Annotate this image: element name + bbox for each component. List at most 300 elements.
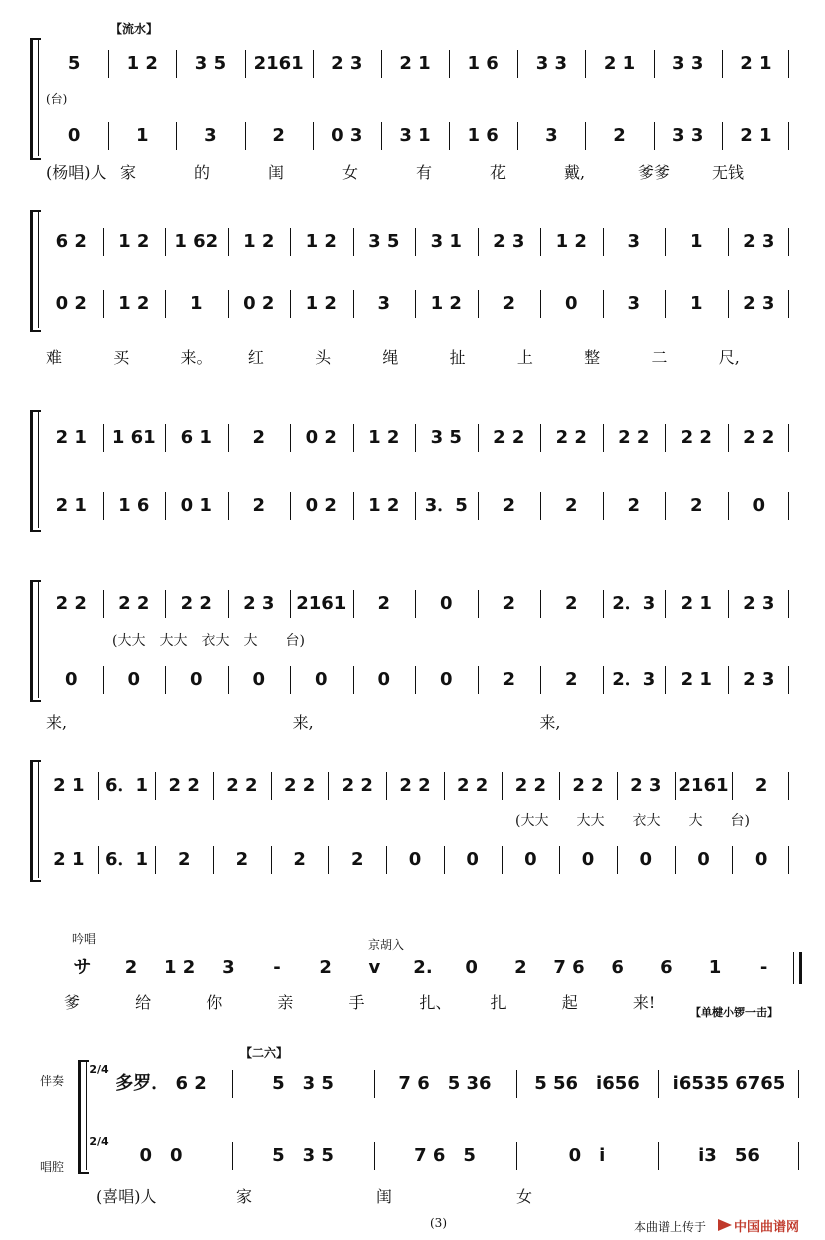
barline: [232, 1070, 233, 1098]
free-note: 2.: [413, 957, 433, 978]
measure: 2: [272, 125, 285, 146]
barline: [603, 666, 604, 694]
measure: 多罗． 6 2: [115, 1073, 207, 1094]
barline: [353, 228, 354, 256]
measure: 2: [502, 593, 516, 614]
measure: 2: [564, 495, 578, 516]
measure: 2161: [253, 53, 304, 74]
barline: [290, 492, 291, 520]
barline: [540, 590, 541, 618]
free-line-lyrics: [58, 990, 798, 1012]
barline: [103, 228, 104, 256]
barline: [98, 772, 99, 800]
free-note: 2: [124, 957, 138, 978]
barline: [665, 590, 666, 618]
lyric-syllable: 给: [135, 993, 152, 1012]
measure: 2: [252, 427, 266, 448]
measure: 2161: [296, 593, 347, 614]
measure: 0: [697, 849, 710, 870]
measure: 2 2: [457, 775, 489, 796]
lyric-syllable: 亲: [277, 993, 294, 1012]
barline: [165, 492, 166, 520]
barline: [665, 424, 666, 452]
measure: 0 3: [331, 125, 363, 146]
barline: [108, 50, 109, 78]
bottom-staff: [40, 660, 810, 700]
system-3: [0, 410, 825, 540]
barline: [728, 590, 729, 618]
measure: 3: [627, 293, 641, 314]
measure: 3 1: [430, 231, 462, 252]
measure: 1 2: [126, 53, 158, 74]
jinghu-label: 京胡入: [368, 938, 405, 952]
barline: [290, 590, 291, 618]
measure: 0: [314, 669, 328, 690]
barline: [478, 590, 479, 618]
system-bracket-inner: [38, 410, 39, 528]
barline: [603, 492, 604, 520]
barline: [232, 1142, 233, 1170]
measure: 2 2: [618, 427, 650, 448]
measure: i3 56: [698, 1145, 760, 1166]
measure: 2 2: [180, 593, 212, 614]
barline: [559, 772, 560, 800]
measure: 1: [689, 231, 703, 252]
barline: [540, 666, 541, 694]
lyric-syllable: 二: [651, 348, 668, 367]
measure: 0: [67, 125, 81, 146]
system-bracket-inner: [86, 1060, 87, 1170]
barline: [603, 590, 604, 618]
lyric-syllable: 无钱: [712, 163, 745, 182]
barline: [228, 666, 229, 694]
measure: 2 1: [399, 53, 431, 74]
measure: 0: [377, 669, 391, 690]
measure: 2 2: [680, 427, 712, 448]
measure: 2 2: [572, 775, 604, 796]
measure: 1: [689, 293, 703, 314]
measure: 3: [627, 231, 641, 252]
barline: [328, 846, 329, 874]
bottom-staff: [40, 284, 810, 324]
barline: [155, 846, 156, 874]
measure: 2 2: [555, 427, 587, 448]
barline: [788, 492, 789, 520]
lyric-syllable: 闺: [376, 1187, 393, 1206]
barline: [728, 492, 729, 520]
measure: 2 1: [740, 125, 772, 146]
barline: [728, 424, 729, 452]
barline: [228, 424, 229, 452]
lyric-syllable: 闺: [268, 163, 285, 182]
final-barline-thick: [799, 952, 802, 984]
system-bracket-inner: [38, 38, 39, 156]
system-1: [0, 38, 825, 178]
barline: [290, 424, 291, 452]
top-staff: [40, 766, 810, 806]
system-bracket-inner: [38, 580, 39, 698]
barline: [516, 1142, 517, 1170]
percussion-note: 【单楗小锣一击】: [690, 1006, 778, 1019]
barline: [732, 846, 733, 874]
measure: 2: [502, 669, 516, 690]
measure: 0: [524, 849, 537, 870]
barline: [502, 772, 503, 800]
barline: [374, 1142, 375, 1170]
measure: 2: [564, 669, 578, 690]
measure: 0 2: [305, 427, 337, 448]
measure: 5 3 5: [272, 1073, 334, 1094]
lyric-syllable: 来,: [46, 713, 68, 732]
measure: 2: [377, 593, 391, 614]
lyric-syllable: (喜唱)人: [96, 1187, 157, 1206]
lyric-syllable: 买: [113, 348, 130, 367]
barline: [213, 772, 214, 800]
barline: [381, 122, 382, 150]
barline: [444, 772, 445, 800]
measure: 2 3: [743, 669, 775, 690]
free-note: 1: [708, 957, 722, 978]
measure: 1 6: [118, 495, 150, 516]
measure: 2 3: [630, 775, 662, 796]
measure: 2: [754, 775, 768, 796]
measure: 1 62: [174, 231, 219, 252]
measure: 2 2: [283, 775, 316, 796]
barline: [176, 122, 177, 150]
measure: 6．1: [105, 775, 149, 796]
measure: 1 2: [430, 293, 462, 314]
barline: [415, 666, 416, 694]
measure: 0: [754, 849, 768, 870]
barline: [353, 290, 354, 318]
barline: [228, 290, 229, 318]
measure: 1 2: [305, 293, 337, 314]
barline: [213, 846, 214, 874]
barline: [478, 290, 479, 318]
lyrics-line-2: [40, 345, 810, 367]
barline: [478, 228, 479, 256]
barline: [603, 228, 604, 256]
lyric-syllable: 尺,: [718, 348, 740, 367]
measure: 1 2: [368, 495, 400, 516]
barline: [165, 424, 166, 452]
measure: 0: [252, 669, 266, 690]
barline: [603, 290, 604, 318]
measure: 2161: [678, 775, 729, 796]
free-note: 1 2: [163, 957, 196, 978]
measure: 2．3: [612, 593, 656, 614]
barline: [353, 590, 354, 618]
lyric-syllable: 整: [584, 348, 601, 367]
measure: 3: [204, 125, 217, 146]
barline: [658, 1142, 659, 1170]
lyric-syllable: 花: [490, 163, 507, 182]
barline: [517, 122, 518, 150]
barline: [540, 228, 541, 256]
barline: [271, 772, 272, 800]
system-5: [0, 760, 825, 890]
barline: [788, 50, 789, 78]
measure: 2 2: [514, 775, 547, 796]
measure: 2 1: [603, 53, 636, 74]
lyric-syllable: 女: [342, 163, 359, 182]
barline: [502, 846, 503, 874]
barline: [722, 50, 723, 78]
barline: [675, 846, 676, 874]
free-note: サ: [73, 957, 92, 978]
barline: [788, 228, 789, 256]
barline: [665, 228, 666, 256]
barline: [165, 590, 166, 618]
measure: 3 3: [672, 53, 704, 74]
last-system-lyrics: [90, 1184, 810, 1206]
barline: [386, 846, 387, 874]
measure: 0: [581, 849, 595, 870]
measure: i6535 6765: [672, 1073, 786, 1094]
measure: 2 2: [743, 427, 775, 448]
measure: 0: [64, 669, 78, 690]
barline: [517, 50, 518, 78]
measure: 2 2: [493, 427, 525, 448]
lyric-syllable: 戴,: [564, 163, 586, 182]
measure: 1 6: [467, 53, 499, 74]
barline: [788, 846, 789, 874]
barline: [415, 290, 416, 318]
lyric-syllable: 红: [247, 348, 264, 367]
measure: 0 1: [180, 495, 212, 516]
free-note: 0: [465, 957, 478, 978]
yinchang-label: 吟唱: [72, 932, 97, 946]
barline: [788, 122, 789, 150]
measure: 7 6 5 36: [398, 1073, 492, 1094]
measure: 2 1: [53, 775, 85, 796]
measure: 3: [545, 125, 558, 146]
measure: 0: [408, 849, 422, 870]
top-label: (台): [46, 92, 68, 106]
measure: 2: [177, 849, 191, 870]
measure: 1 2: [555, 231, 587, 252]
barline: [798, 1142, 799, 1170]
barline: [658, 1070, 659, 1098]
measure: 0: [189, 669, 203, 690]
barline: [103, 590, 104, 618]
lyrics-line-4: [40, 710, 810, 732]
free-note: 2: [319, 957, 332, 978]
measure: 1: [189, 293, 203, 314]
barline: [788, 590, 789, 618]
final-barline: [793, 952, 794, 984]
measure: 2 2: [55, 593, 87, 614]
barline: [478, 424, 479, 452]
lyric-syllable: (杨唱)人: [46, 163, 107, 182]
lyric-syllable: 头: [315, 348, 332, 367]
barline: [155, 772, 156, 800]
barline: [228, 228, 229, 256]
percussion-pattern: (大大 大大 衣大 大 台): [515, 813, 750, 829]
measure: 0 i: [568, 1145, 606, 1166]
measure: 1 6: [467, 125, 499, 146]
lyric-syllable: 你: [206, 993, 223, 1012]
free-note: -: [759, 957, 768, 978]
measure: 1 2: [243, 231, 275, 252]
barline: [103, 424, 104, 452]
lyric-syllable: 来,: [292, 713, 314, 732]
free-note: 3: [222, 957, 235, 978]
measure: 2: [351, 849, 364, 870]
measure: 1 2: [118, 231, 150, 252]
measure: 2 3: [743, 593, 775, 614]
top-staff: [40, 44, 810, 84]
free-rhythm-line: [58, 948, 798, 988]
free-note: v: [368, 957, 381, 978]
barline: [665, 290, 666, 318]
measure: 2 1: [53, 849, 85, 870]
barline: [788, 424, 789, 452]
free-note: 6: [660, 957, 673, 978]
top-staff: [40, 584, 810, 624]
lyric-syllable: 难: [46, 348, 63, 367]
barline: [585, 122, 586, 150]
measure: 2 1: [680, 669, 712, 690]
lyric-syllable: 爹爹: [638, 163, 671, 182]
measure: 2 2: [341, 775, 373, 796]
bottom-staff: [40, 486, 810, 526]
top-staff: [40, 222, 810, 262]
system-4: [0, 580, 825, 710]
measure: 2: [293, 849, 306, 870]
measure: 3: [377, 293, 391, 314]
measure: 0 2: [305, 495, 337, 516]
accompaniment-label: 伴奏: [40, 1074, 65, 1088]
barline: [353, 424, 354, 452]
measure: 0 2: [243, 293, 275, 314]
measure: 2 1: [55, 427, 87, 448]
barline: [353, 492, 354, 520]
barline: [386, 772, 387, 800]
barline: [728, 666, 729, 694]
barline: [290, 228, 291, 256]
barline: [444, 846, 445, 874]
lyric-syllable: 手: [348, 993, 365, 1012]
barline: [675, 772, 676, 800]
measure: 7 6 5: [414, 1145, 476, 1166]
barline: [165, 228, 166, 256]
lyric-syllable: 来,: [539, 713, 561, 732]
lyric-syllable: 家: [120, 163, 137, 182]
system-bracket-inner: [38, 210, 39, 328]
barline: [540, 290, 541, 318]
lyric-syllable: 绳: [382, 348, 399, 367]
measure: 1 61: [111, 427, 156, 448]
lyric-syllable: 扎: [490, 993, 507, 1012]
measure: 2 3: [331, 53, 363, 74]
measure: 2 1: [55, 495, 87, 516]
lyric-syllable: 扎、: [419, 993, 452, 1012]
barline: [165, 290, 166, 318]
measure: 3．5: [424, 495, 468, 516]
measure: 6 2: [55, 231, 87, 252]
barline: [788, 772, 789, 800]
barline: [449, 122, 450, 150]
section-label-erliu: 【二六】: [240, 1046, 289, 1060]
measure: 2: [689, 495, 703, 516]
measure: 2: [252, 495, 266, 516]
measure: 5 56 i656: [534, 1073, 640, 1094]
measure: 2: [235, 849, 249, 870]
measure: 2: [564, 593, 578, 614]
lyric-syllable: 的: [194, 163, 211, 182]
site-logo: 中国曲谱网: [734, 1220, 800, 1235]
barline: [103, 666, 104, 694]
barline: [415, 424, 416, 452]
barline: [103, 290, 104, 318]
barline: [245, 122, 246, 150]
barline: [788, 666, 789, 694]
barline: [516, 1070, 517, 1098]
barline: [449, 50, 450, 78]
barline: [353, 666, 354, 694]
barline: [728, 228, 729, 256]
free-note: 2: [514, 957, 527, 978]
measure: 2 3: [743, 231, 775, 252]
measure: 0 0: [139, 1145, 183, 1166]
measure: 2 3: [243, 593, 275, 614]
measure: 2 2: [226, 775, 258, 796]
free-note: 7 6: [553, 957, 585, 978]
percussion-pattern: (大大 大大 衣大 大 台): [112, 633, 305, 649]
barline: [788, 290, 789, 318]
measure: 2 3: [743, 293, 775, 314]
top-staff: [90, 1064, 810, 1104]
barline: [228, 590, 229, 618]
measure: 1 2: [368, 427, 400, 448]
barline: [290, 666, 291, 694]
measure: 6．1: [105, 849, 149, 870]
barline: [415, 590, 416, 618]
bottom-staff: [40, 840, 810, 880]
system-bracket-inner: [38, 760, 39, 878]
measure: 3 3: [535, 53, 568, 74]
upload-note: 本曲谱上传于: [634, 1220, 707, 1234]
measure: 2: [502, 293, 516, 314]
measure: 2 3: [493, 231, 525, 252]
measure: 2 2: [118, 593, 150, 614]
lyrics-line-1: [40, 160, 810, 182]
measure: 2 1: [680, 593, 712, 614]
lyric-syllable: 扯: [449, 348, 466, 367]
measure: 2: [613, 125, 626, 146]
lyric-syllable: 上: [516, 348, 533, 367]
barline: [798, 1070, 799, 1098]
barline: [271, 846, 272, 874]
measure: 3 5: [368, 231, 400, 252]
barline: [98, 846, 99, 874]
free-note: 6: [611, 957, 624, 978]
top-staff: [40, 418, 810, 458]
barline: [585, 50, 586, 78]
vocal-label: 唱腔: [40, 1160, 65, 1174]
barline: [313, 122, 314, 150]
barline: [654, 122, 655, 150]
barline: [176, 50, 177, 78]
measure: 1 2: [118, 293, 150, 314]
measure: 2 2: [168, 775, 200, 796]
bottom-staff: [40, 116, 810, 156]
system-6: [0, 1060, 825, 1180]
measure: 2 1: [740, 53, 772, 74]
time-signature: 2/4: [89, 1063, 109, 1076]
measure: 0: [564, 293, 578, 314]
